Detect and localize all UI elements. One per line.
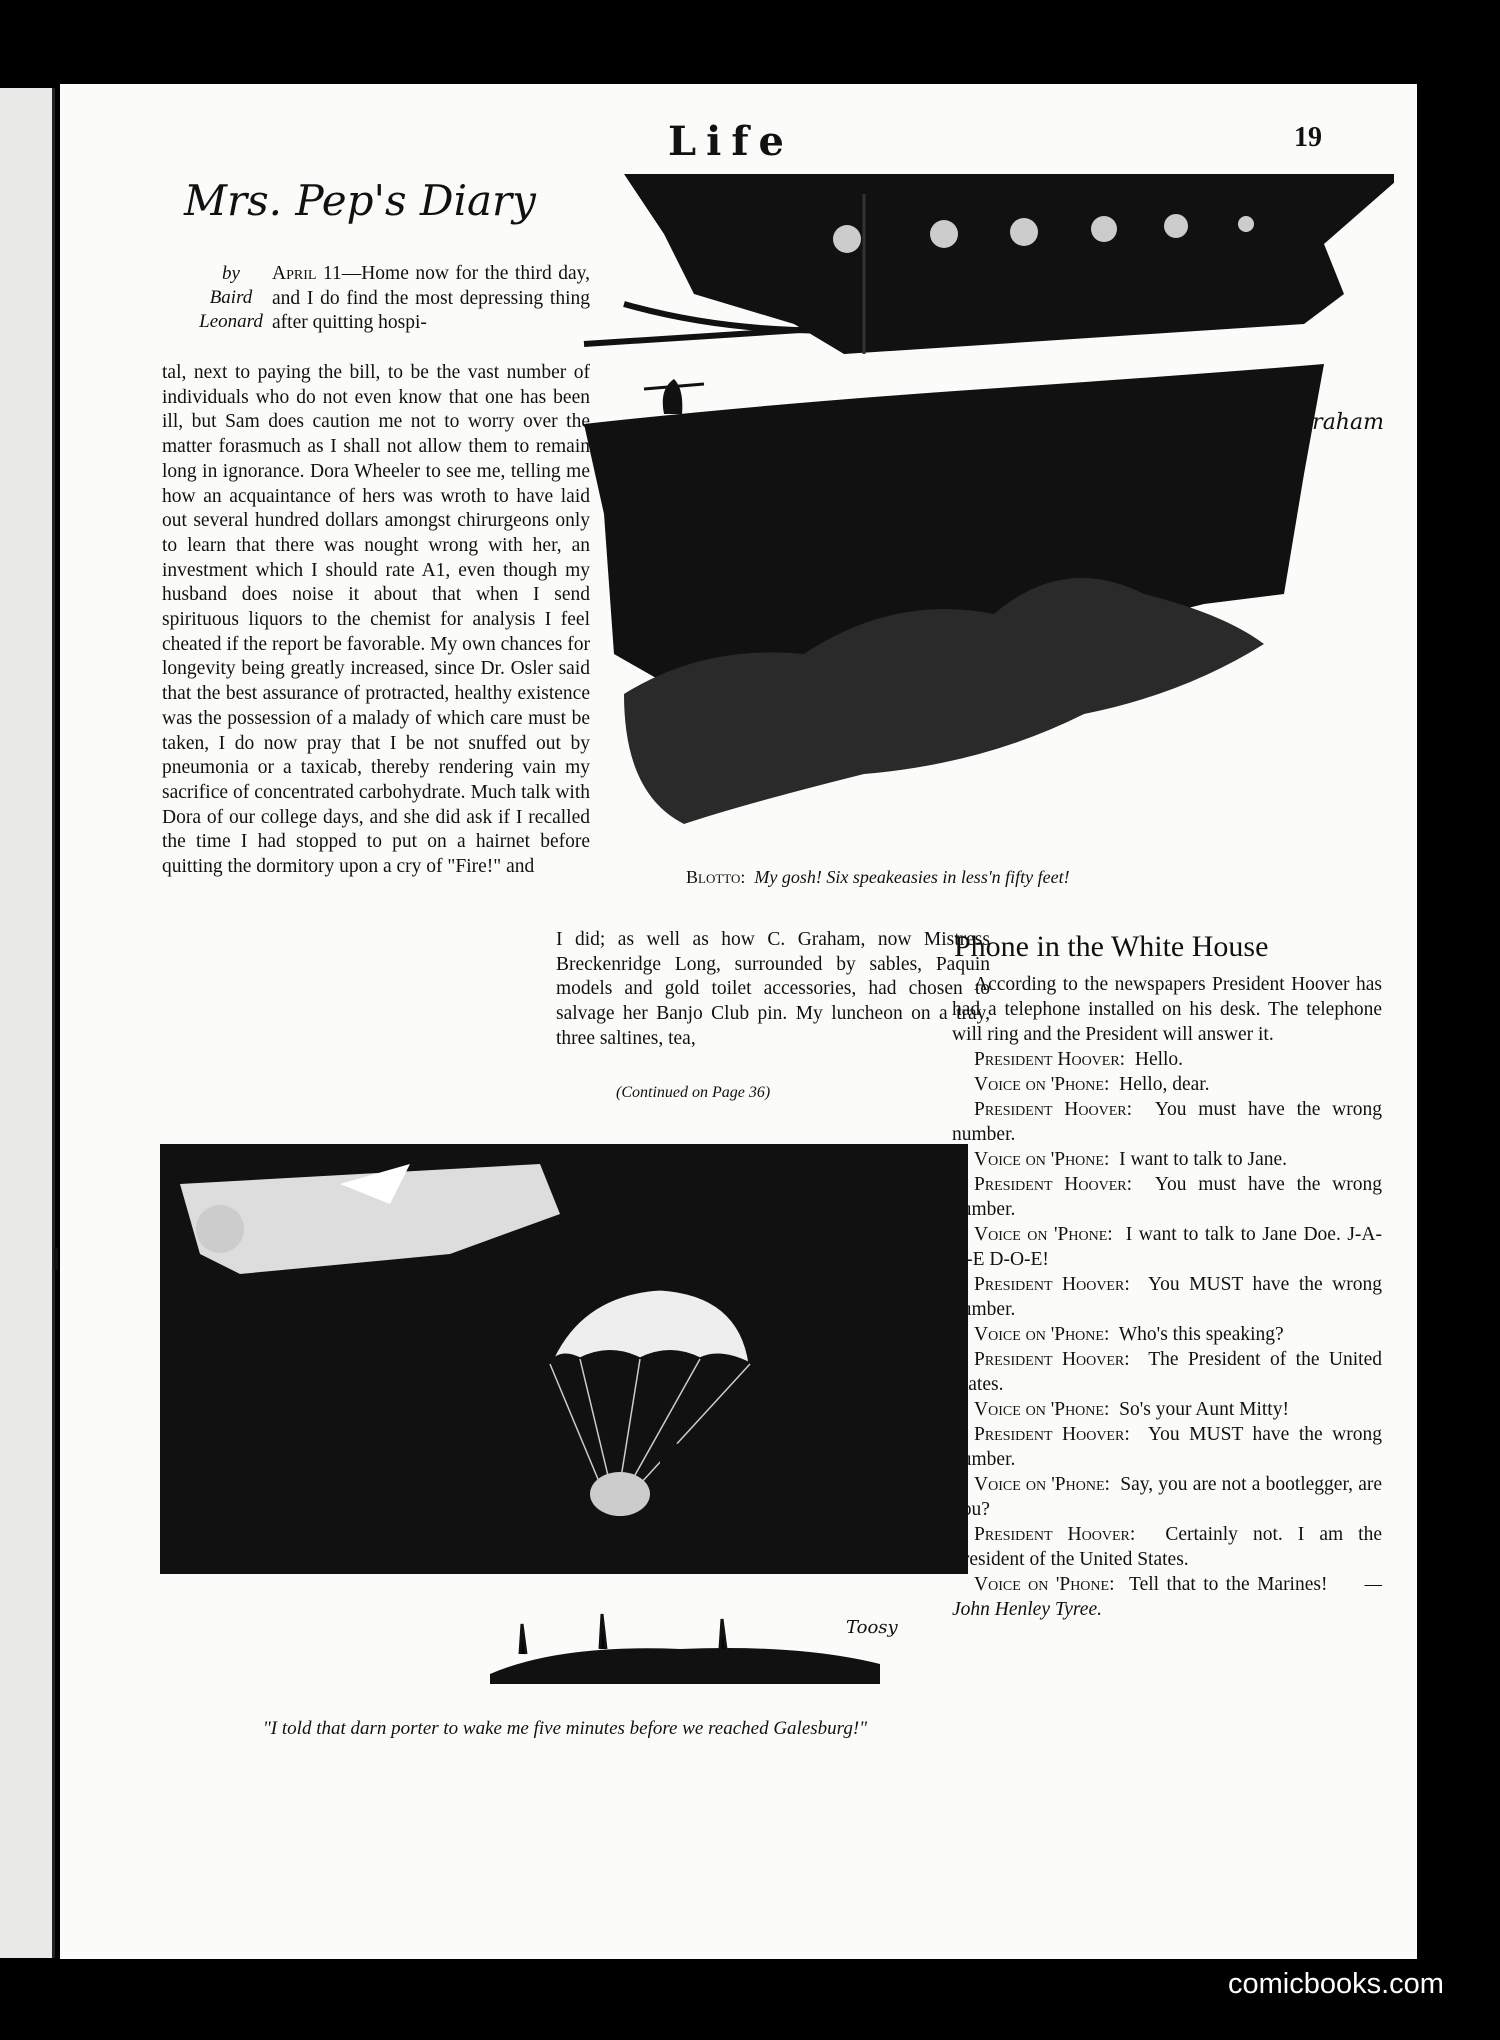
- continued-note: (Continued on Page 36): [616, 1084, 771, 1101]
- dialogue-line: [952, 1172, 1382, 1222]
- adjacent-page-edge: [0, 88, 55, 1958]
- dialogue-line: [952, 1422, 1382, 1472]
- phone-article-body: [952, 972, 1382, 1622]
- dialogue-text: Certainly not. I am the President of the United States.: [952, 1524, 1383, 1570]
- parachute-cartoon-caption: "I told that darn porter to wake me five minutes before we reached Galesburg!": [262, 1718, 868, 1739]
- speaker-label: Voice on 'Phone:: [974, 1149, 1110, 1170]
- parachute-cartoon: [160, 1144, 968, 1776]
- magazine-page: [60, 84, 1417, 1959]
- site-watermark: comicbooks.com: [1228, 1968, 1444, 2000]
- diary-opening: [272, 262, 590, 336]
- dialogue-text: You must have the wrong number.: [952, 1099, 1382, 1145]
- speaker-label: President Hoover:: [974, 1524, 1136, 1545]
- dialogue-text: I want to talk to Jane.: [1119, 1149, 1287, 1170]
- byline-first-name: Baird: [209, 287, 253, 308]
- masthead: Life: [668, 118, 794, 165]
- dialogue-text: You must have the wrong number.: [952, 1174, 1382, 1220]
- cartoon-signature: ed graham: [1264, 410, 1384, 435]
- dialogue-text: The President of the United States.: [952, 1349, 1382, 1395]
- caption-speaker: Blotto:: [686, 867, 746, 887]
- speaker-label: Voice on 'Phone:: [974, 1224, 1113, 1245]
- dialogue-line: [952, 1322, 1382, 1347]
- dialogue-line: [952, 1222, 1382, 1272]
- dialogue-text: Hello.: [1134, 1049, 1184, 1070]
- diary-title: Mrs. Pep's Diary: [184, 176, 536, 225]
- diary-body: tal, next to paying the bill, to be the vast number of individuals who do not even know that one has been ill, but Sam does caution me not to worry over the matter forasmuch as I shall not allow them to remain long in ignorance. Dora Wheeler to see me, telling me how an acquaintance of hers was wroth to have laid out several hundred dollars amongst chirurgeons only to learn that there was nought wrong with her, an investment which I should rate A1, even though my husband does noise it about that when I send spirituous liquors to the chemist for analysis I feel cheated if the report be favorable. My own chances for longevity being greatly increased, since Dr. Osler said that the best assurance of protracted, healthy existence was the possession of a malady of which care must be taken, I do now pray that I be not snuffed out by pneumonia or a taxicab, thereby rendering vain my sacrifice of concentrated carbohydrate. Much talk with Dora of our college days, and she did ask if I recalled the time I had stopped to put on a hairnet before quitting the dormitory upon a cry of "Fire!" and: [162, 362, 590, 878]
- speaker-label: Voice on 'Phone:: [974, 1324, 1110, 1345]
- byline-word: by: [222, 263, 240, 284]
- speaker-label: President Hoover:: [974, 1049, 1126, 1070]
- diary-dateline: April 11: [272, 263, 342, 284]
- speaker-label: Voice on 'Phone:: [974, 1474, 1110, 1495]
- dialogue-text: Say, you are not a bootlegger, are you?: [952, 1474, 1383, 1520]
- dialogue-text: Hello, dear.: [1119, 1074, 1210, 1095]
- speaker-label: President Hoover:: [974, 1099, 1133, 1120]
- speaker-label: President Hoover:: [974, 1424, 1130, 1445]
- speaker-label: Voice on 'Phone:: [974, 1399, 1110, 1420]
- dialogue-line: [952, 1097, 1382, 1147]
- dialogue-text: So's your Aunt Mitty!: [1119, 1399, 1289, 1420]
- phone-intro: According to the newspapers President Hoover has had a telephone installed on his desk. The telephone will ring and the President will answer it.: [952, 974, 1382, 1045]
- dialogue-line: [952, 1047, 1382, 1072]
- cartoon-signature-toosy: Toosy: [846, 1617, 898, 1638]
- article-author: —John Henley Tyree.: [952, 1574, 1383, 1620]
- speaker-label: President Hoover:: [974, 1174, 1133, 1195]
- dialogue-line: [952, 1522, 1382, 1572]
- diary-continuation: I did; as well as how C. Graham, now Mistress Breckenridge Long, surrounded by sables, Paquin models and gold toilet accessories, had chosen to salvage her Banjo Club pin. My luncheon on a tray, three saltines, tea,: [556, 929, 990, 1049]
- speaker-label: President Hoover:: [974, 1349, 1130, 1370]
- speaker-label: Voice on 'Phone:: [974, 1574, 1115, 1595]
- phone-article-title: Phone in the White House: [954, 930, 1269, 963]
- speaker-label: Voice on 'Phone:: [974, 1074, 1110, 1095]
- dialogue-text: Who's this speaking?: [1118, 1324, 1284, 1345]
- ship-cartoon-caption: [686, 867, 1070, 888]
- byline-last-name: Leonard: [199, 311, 263, 332]
- binding-mark: [54, 1248, 58, 1270]
- diary-opening-text: —Home now for the third day, and I do find the most depressing thing after quitting hospi-: [272, 263, 590, 334]
- speaker-label: President Hoover:: [974, 1274, 1130, 1295]
- dialogue-line: [952, 1572, 1382, 1622]
- dialogue-line: [952, 1347, 1382, 1397]
- dialogue-text: You MUST have the wrong number.: [952, 1274, 1382, 1320]
- dialogue-line: [952, 1147, 1382, 1172]
- dialogue-text: Tell that to the Marines!: [1129, 1574, 1328, 1595]
- dialogue-text: I want to talk to Jane Doe. J-A-N-E D-O-E!: [952, 1224, 1383, 1270]
- dialogue-line: [952, 1272, 1382, 1322]
- dialogue-line: [952, 1472, 1382, 1522]
- caption-text: My gosh! Six speakeasies in less'n fifty feet!: [754, 867, 1070, 887]
- dialogue-text: You MUST have the wrong number.: [952, 1424, 1382, 1470]
- dialogue-line: [952, 1072, 1382, 1097]
- ship-cartoon: [564, 174, 1394, 884]
- dialogue-line: [952, 1397, 1382, 1422]
- page-number: 19: [1294, 122, 1322, 153]
